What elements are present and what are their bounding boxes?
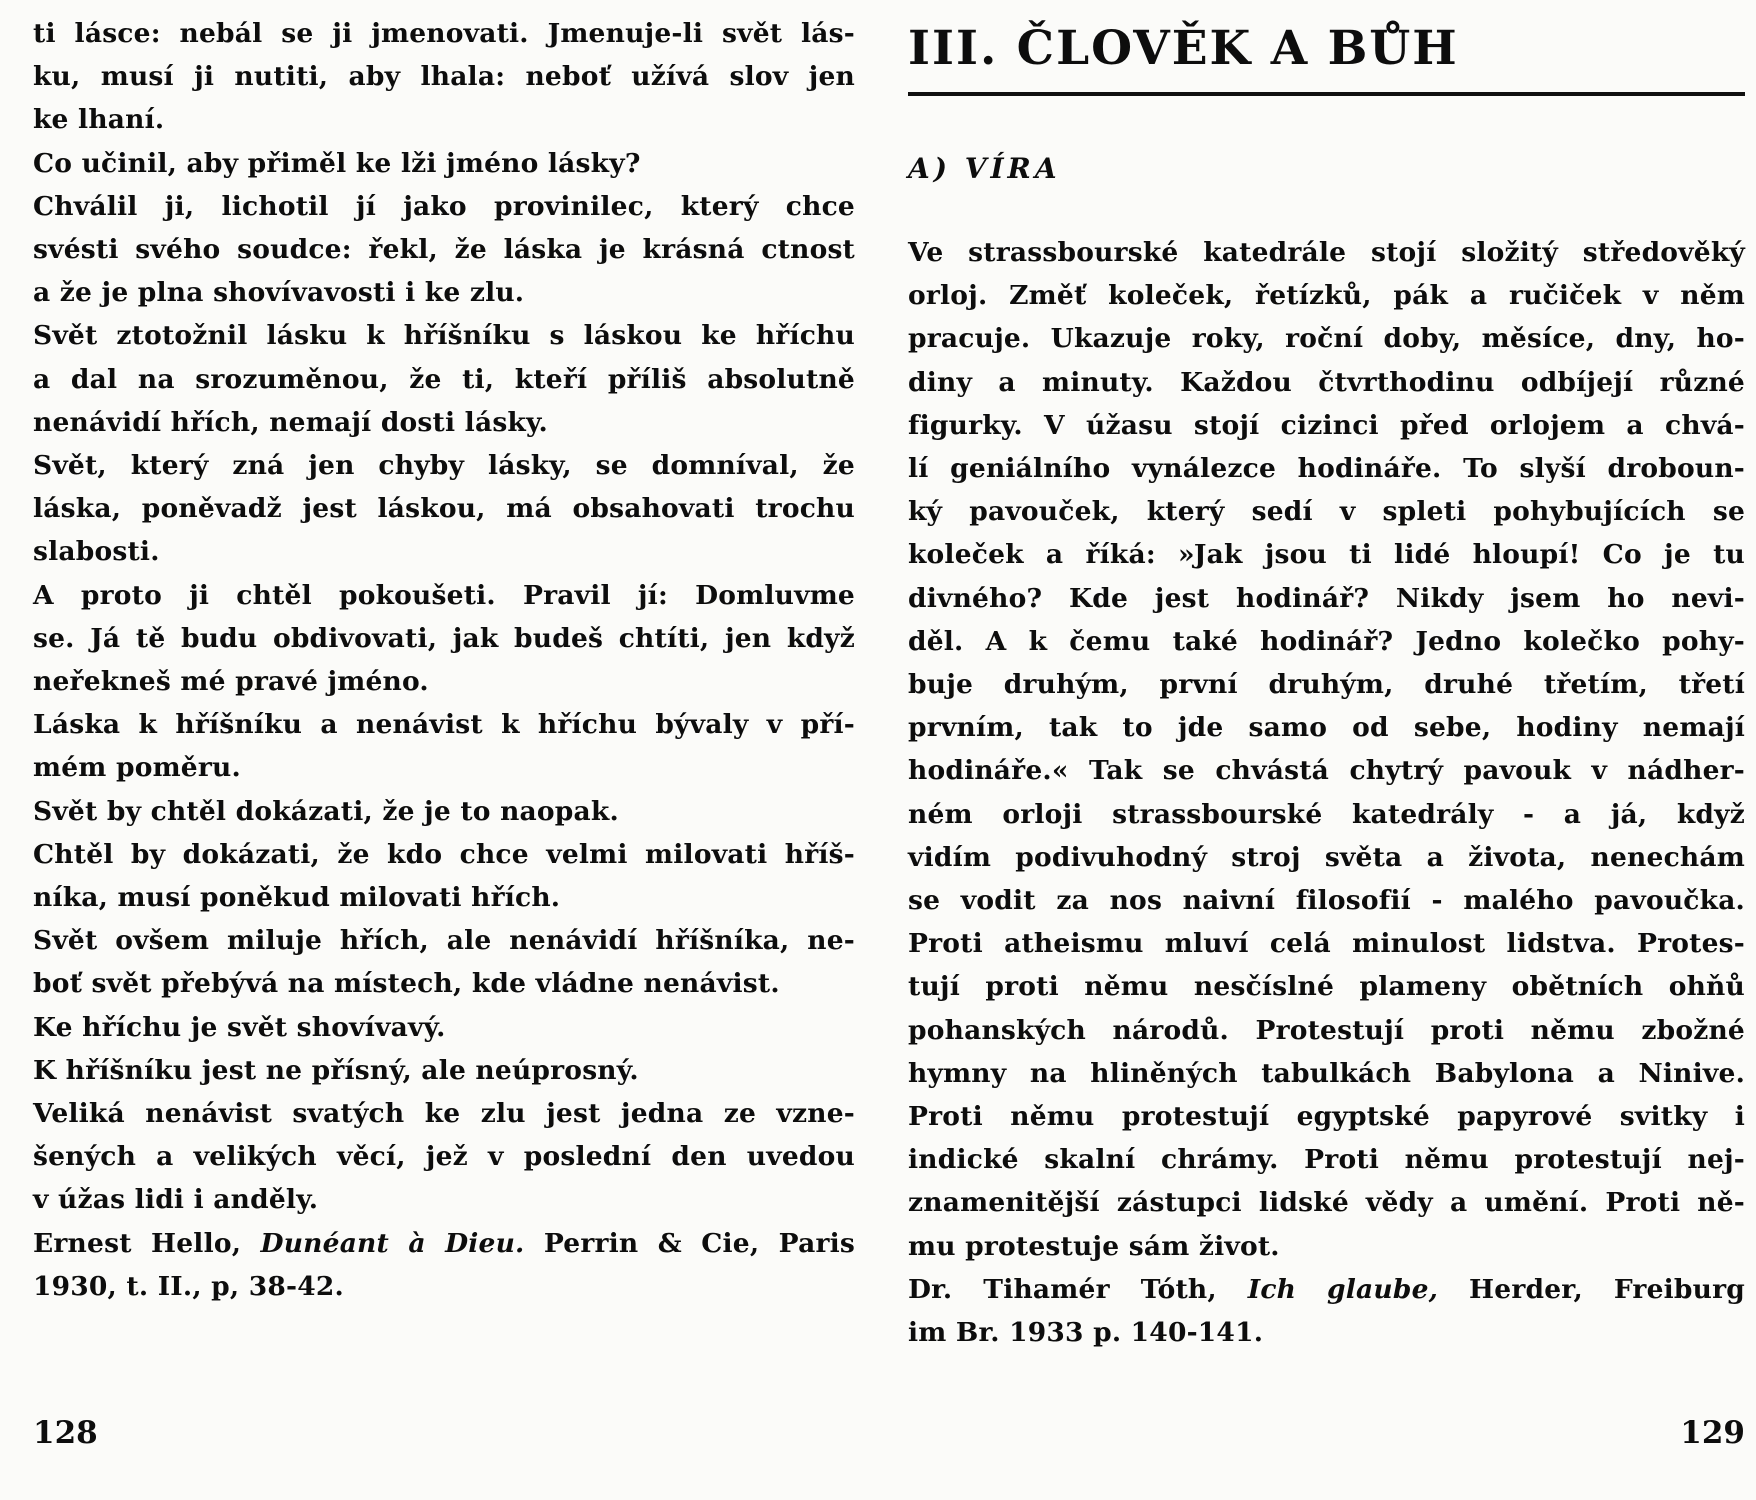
text-line: šených a velikých věcí, jež v poslední den uvedou: [33, 1141, 855, 1173]
text-line: ku, musí ji nutiti, aby lhala: neboť užívá slov jen: [33, 61, 855, 93]
text-line: v úžas lidi i anděly.: [33, 1184, 319, 1216]
text-line: svésti svého soudce: řekl, že láska je krásná ctnost: [33, 234, 855, 266]
left-page-body: [33, 12, 855, 1308]
section-label-vira: A) VÍRA: [908, 152, 1061, 185]
paragraph: [33, 919, 855, 1005]
heading-rule: [908, 92, 1745, 96]
text-line: a že je plna shovívavosti i ke zlu.: [33, 277, 525, 309]
text-line: Svět by chtěl dokázati, že je to naopak.: [33, 795, 619, 827]
citation-text: Herder, Freiburg: [1438, 1273, 1746, 1305]
text-line: níka, musí poněkud milovati hřích.: [33, 882, 561, 914]
paragraph: [33, 1049, 855, 1092]
text-line: ti lásce: nebál se ji jmenovati. Jmenuje-li svět lás-: [33, 18, 855, 49]
text-line: pracuje. Ukazuje roky, roční doby, měsíce, dny, ho-: [908, 323, 1745, 355]
text-line: figurky. V úžasu stojí cizinci před orlojem a chvá-: [908, 409, 1745, 441]
page-number-right: 129: [1680, 1415, 1745, 1451]
paragraph: [33, 142, 855, 185]
text-line: indické skalní chrámy. Proti němu protestují nej-: [908, 1144, 1745, 1176]
text-line: ke lhaní.: [33, 104, 165, 136]
text-line: láska, poněvadž jest láskou, má obsahovati trochu: [33, 493, 855, 525]
text-line: [33, 1222, 855, 1265]
chapter-heading: III. ČLOVĚK A BŮH: [908, 21, 1459, 76]
text-line: Chtěl by dokázati, že kdo chce velmi milovati hříš-: [33, 838, 855, 870]
text-line: Ke hříchu je svět shovívavý.: [33, 1011, 446, 1043]
paragraph: [33, 1222, 855, 1308]
text-line: se vodit za nos naivní filosofií - malého pavoučka.: [908, 885, 1745, 917]
paragraph: [33, 185, 855, 315]
text-line: Chválil ji, lichotil jí jako provinilec, který chce: [33, 190, 855, 222]
text-line: Láska k hříšníku a nenávist k hříchu bývaly v pří-: [33, 709, 855, 741]
text-line: K hříšníku jest ne přísný, ale neúprosný.: [33, 1054, 639, 1086]
citation-text: Ernest Hello,: [33, 1227, 261, 1259]
text-line: tují proti němu nesčíslné plameny obětních ohňů: [908, 971, 1745, 1003]
paragraph: [33, 833, 855, 919]
text-line: ném orloji strassbourské katedrály - a já, když: [908, 798, 1745, 830]
text-line: Proti němu protestují egyptské papyrové svitky i: [908, 1101, 1745, 1133]
text-line: a dal na srozuměnou, že ti, kteří příliš absolutně: [33, 363, 855, 395]
text-line: Svět ovšem miluje hřích, ale nenávidí hříšníka, ne-: [33, 925, 855, 957]
italic-citation-title: Dunéant à Dieu.: [260, 1227, 525, 1259]
text-line: im Br. 1933 p. 140-141.: [908, 1317, 1264, 1349]
text-line: Svět ztotožnil lásku k hříšníku s láskou ke hříchu: [33, 320, 855, 352]
paragraph: [908, 1268, 1745, 1354]
text-line: hodináře.« Tak se chvástá chytrý pavouk v nádher-: [908, 755, 1745, 787]
paragraph: [33, 1006, 855, 1049]
paragraph: [908, 231, 1745, 1268]
text-line: znamenitější zástupci lidské vědy a umění. Proti ně-: [908, 1187, 1745, 1219]
text-line: buje druhým, první druhým, druhé třetím, třetí: [908, 669, 1745, 701]
text-line: lí geniálního vynálezce hodináře. To slyší droboun-: [908, 453, 1745, 485]
paragraph: [33, 1092, 855, 1222]
text-line: prvním, tak to jde samo od sebe, hodiny nemají: [908, 712, 1745, 744]
paragraph: [33, 703, 855, 789]
paragraph: [33, 444, 855, 574]
paragraph: [33, 574, 855, 704]
text-line: [908, 1268, 1745, 1311]
text-line: koleček a říká: »Jak jsou ti lidé hloupí! Co je tu: [908, 539, 1745, 571]
text-line: neřekneš mé pravé jméno.: [33, 666, 429, 698]
text-line: mém poměru.: [33, 752, 241, 784]
text-line: ký pavouček, který sedí v spleti pohybujících se: [908, 496, 1745, 528]
citation-text: Dr. Tihamér Tóth,: [908, 1273, 1248, 1305]
text-line: Proti atheismu mluví celá minulost lidstva. Protes-: [908, 928, 1745, 960]
text-line: Svět, který zná jen chyby lásky, se domníval, že: [33, 450, 855, 482]
text-line: diny a minuty. Každou čtvrthodinu odbíjejí různé: [908, 366, 1745, 398]
text-line: orloj. Změť koleček, řetízků, pák a ručiček v něm: [908, 280, 1745, 312]
right-page-body: [908, 231, 1745, 1354]
text-line: slabosti.: [33, 536, 160, 568]
text-line: A proto ji chtěl pokoušeti. Pravil jí: Domluvme: [33, 579, 855, 611]
text-line: vidím podivuhodný stroj světa a života, nenechám: [908, 841, 1745, 873]
left-page-column: [33, 12, 855, 1308]
text-line: 1930, t. II., p, 38-42.: [33, 1270, 344, 1302]
page-number-left: 128: [33, 1415, 98, 1451]
paragraph: [33, 314, 855, 444]
text-line: Veliká nenávist svatých ke zlu jest jedna ze vzne-: [33, 1098, 855, 1130]
text-line: divného? Kde jest hodinář? Nikdy jsem ho nevi-: [908, 582, 1745, 614]
paragraph: [33, 12, 855, 142]
text-line: Co učinil, aby přiměl ke lži jméno lásky?: [33, 147, 641, 179]
text-line: se. Já tě budu obdivovati, jak budeš chtíti, jen když: [33, 622, 855, 654]
citation-text: Perrin & Cie, Paris: [524, 1227, 855, 1259]
text-line: mu protestuje sám život.: [908, 1230, 1280, 1262]
text-line: děl. A k čemu také hodinář? Jedno kolečko pohy-: [908, 625, 1745, 657]
text-line: boť svět přebývá na místech, kde vládne nenávist.: [33, 968, 780, 1000]
text-line: hymny na hliněných tabulkách Babylona a Ninive.: [908, 1057, 1745, 1089]
paragraph: [33, 790, 855, 833]
italic-citation-title: Ich glaube,: [1247, 1273, 1439, 1305]
text-line: pohanských národů. Protestují proti němu zbožné: [908, 1014, 1745, 1046]
text-line: nenávidí hřích, nemají dosti lásky.: [33, 406, 548, 438]
right-page-column: [908, 14, 1745, 1354]
text-line: Ve strassbourské katedrále stojí složitý středověký: [908, 237, 1745, 268]
